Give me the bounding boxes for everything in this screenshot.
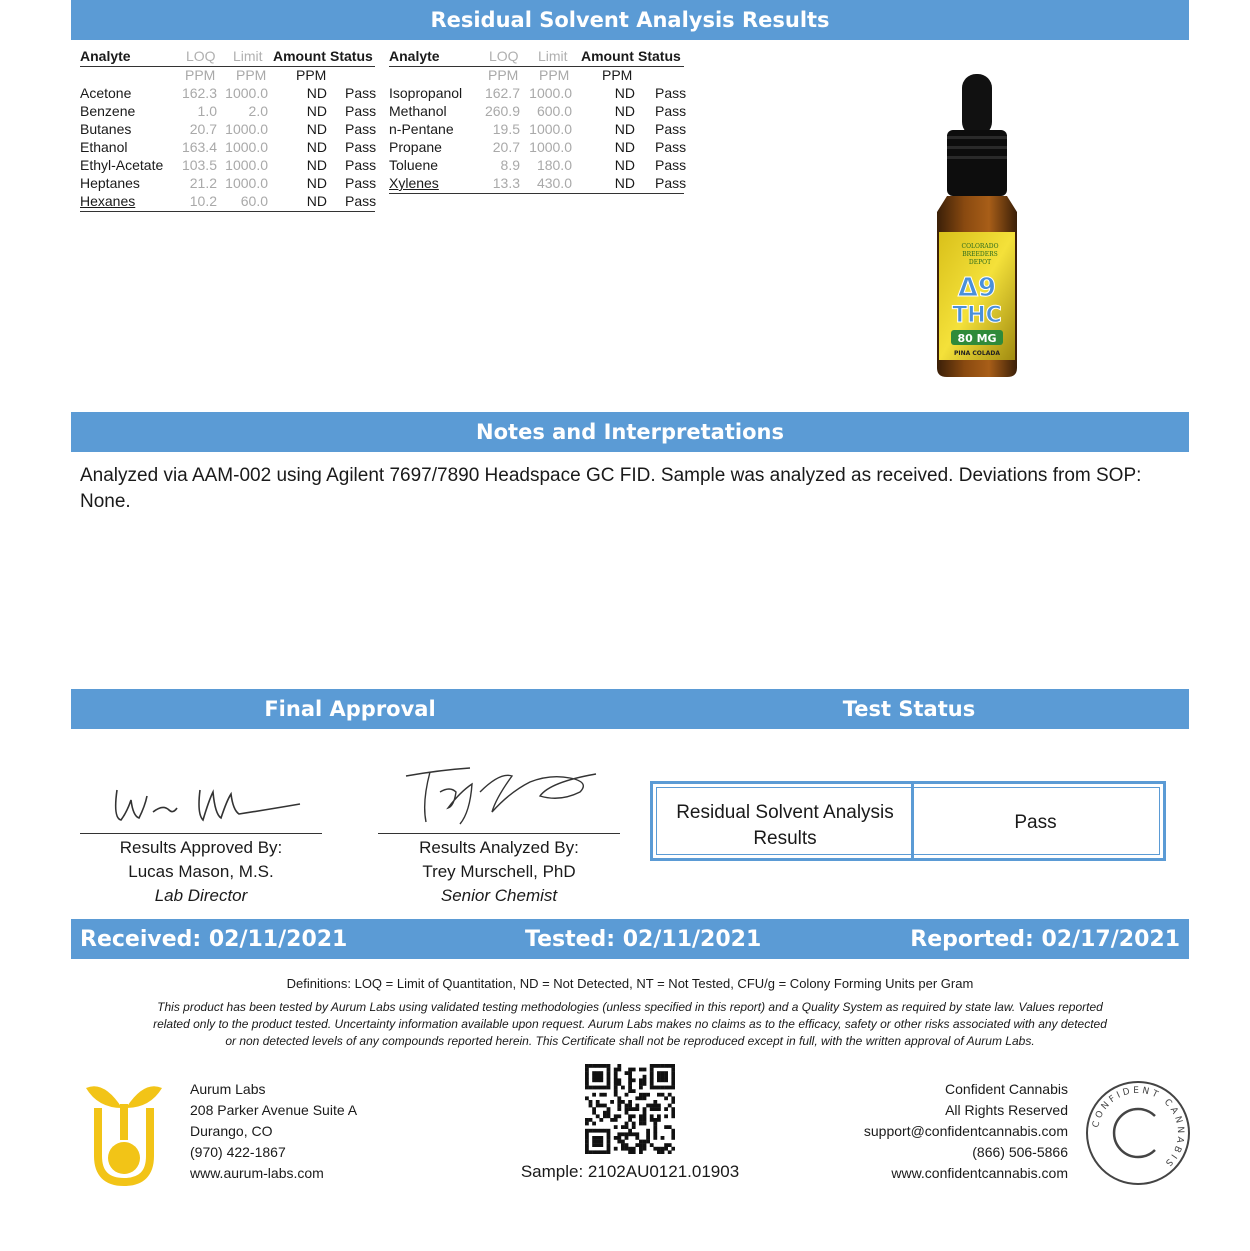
notes-title: Notes and Interpretations: [476, 420, 784, 444]
disclaimer-line: related only to the product tested. Uncertainty information available upon request. Aurum Labs makes no claims as to the efficacy, safety or other risks associated with any detected: [153, 1017, 1107, 1031]
table-row: [80, 157, 375, 175]
analyte-cell: Benzene: [80, 103, 136, 119]
approval-header-bar: [71, 689, 1189, 729]
amount-cell: ND: [614, 121, 635, 137]
unit-limit: PPM: [539, 67, 570, 83]
amount-cell: ND: [614, 103, 635, 119]
analyte-cell: Acetone: [80, 85, 132, 101]
analyst-signature-line: [378, 833, 620, 834]
unit-loq: PPM: [185, 67, 216, 83]
table-row: [389, 157, 687, 175]
approver-role: Lab Director: [154, 886, 248, 905]
amount-cell: ND: [306, 139, 327, 155]
status-cell: Pass: [655, 103, 687, 119]
col-amount: Amount: [581, 48, 634, 64]
analyte-cell: Heptanes: [80, 175, 140, 191]
loq-cell: 20.7: [492, 139, 520, 155]
lab-website[interactable]: www.aurum-labs.com: [190, 1165, 324, 1181]
table-row: [80, 139, 375, 157]
analyte-cell: Methanol: [389, 103, 447, 119]
lab-city: Durango, CO: [190, 1123, 273, 1139]
analyte-cell: Isopropanol: [389, 85, 463, 101]
provider-email[interactable]: support@confidentcannabis.com: [863, 1123, 1068, 1139]
limit-cell: 1000.0: [225, 121, 268, 137]
label-delta9: Δ9: [957, 273, 997, 303]
table-row: [389, 103, 687, 121]
status-cell: Pass: [345, 139, 377, 155]
limit-cell: 1000.0: [225, 157, 268, 173]
lab-address: [190, 1079, 357, 1184]
label-brand-3: DEPOT: [968, 259, 992, 266]
col-loq: LOQ: [186, 48, 216, 64]
aurum-labs-logo: [84, 1078, 164, 1188]
label-thc: THC: [952, 303, 1002, 328]
status-cell: Pass: [655, 157, 687, 173]
col-loq: LOQ: [489, 48, 519, 64]
final-approval-title: Final Approval: [264, 697, 436, 721]
analyte-cell: Butanes: [80, 121, 132, 137]
status-cell: Pass: [345, 157, 377, 173]
label-dose: 80 MG: [957, 332, 997, 345]
limit-cell: 180.0: [536, 157, 572, 173]
analyst-caption: Results Analyzed By:: [419, 838, 579, 857]
provider-rights: All Rights Reserved: [945, 1102, 1068, 1118]
status-cell: Pass: [655, 139, 687, 155]
analyte-cell: n-Pentane: [389, 121, 454, 137]
approver-signature: [105, 770, 305, 830]
provider-name: Confident Cannabis: [945, 1081, 1068, 1097]
amount-cell: ND: [614, 175, 635, 191]
amount-cell: ND: [306, 157, 327, 173]
analyst-block: [378, 836, 620, 908]
loq-cell: 20.7: [189, 121, 217, 137]
units-row: [80, 67, 375, 85]
table-row: [80, 121, 375, 139]
loq-cell: 103.5: [181, 157, 217, 173]
approver-signature-line: [80, 833, 322, 834]
test-name: [659, 800, 911, 852]
amount-cell: ND: [306, 193, 327, 209]
table-header: [389, 48, 684, 67]
limit-cell: 1000.0: [529, 121, 572, 137]
loq-cell: 8.9: [500, 157, 520, 173]
label-flavor: PINA COLADA: [954, 350, 1000, 357]
approver-block: [80, 836, 322, 908]
dropper-cap: [947, 130, 1007, 196]
amount-cell: ND: [614, 139, 635, 155]
test-name-line2: Results: [753, 828, 817, 849]
solvent-header-bar: [71, 0, 1189, 40]
approver-caption: Results Approved By:: [119, 838, 283, 857]
status-cell: Pass: [345, 121, 377, 137]
dates-bar: [71, 919, 1189, 959]
disclaimer-line: This product has been tested by Aurum Labs using validated testing methodologies (unless specified in this report) and a Quality System as required by state law. Values reported: [157, 1000, 1103, 1014]
unit-loq: PPM: [488, 67, 519, 83]
unit-amount: PPM: [602, 67, 633, 83]
product-bottle-image: [925, 72, 1030, 382]
limit-cell: 1000.0: [529, 85, 572, 101]
svg-text:CONFIDENT CANNABIS: CONFIDENT CANNABIS: [1091, 1085, 1186, 1170]
lab-name: Aurum Labs: [190, 1081, 266, 1097]
status-cell: Pass: [345, 175, 377, 191]
reported-date: Reported: 02/17/2021: [910, 927, 1180, 952]
table-row: [80, 103, 375, 121]
notes-header-bar: [71, 412, 1189, 452]
notes-text: Analyzed via AAM-002 using Agilent 7697/7890 Headspace GC FID. Sample was analyzed as received. Deviations from SOP: None.: [80, 465, 1142, 512]
test-status-title: Test Status: [842, 697, 976, 721]
disclaimer-text: [120, 999, 1140, 1050]
provider-website[interactable]: www.confidentcannabis.com: [891, 1165, 1068, 1181]
analyte-cell: Ethanol: [80, 139, 128, 155]
lab-street: 208 Parker Avenue Suite A: [190, 1102, 358, 1118]
tested-date: Tested: 02/11/2021: [525, 927, 762, 952]
label-brand: COLORADO: [961, 243, 999, 250]
col-limit: Limit: [233, 48, 263, 64]
analyte-cell: Ethyl-Acetate: [80, 157, 164, 173]
limit-cell: 1000.0: [529, 139, 572, 155]
table-row: [389, 121, 687, 139]
sample-qr-code[interactable]: [585, 1064, 675, 1154]
lab-phone: (970) 422-1867: [190, 1144, 286, 1160]
disclaimer-line: or non detected levels of any compounds reported herein. This Certificate shall not be reproduced except in full, with the written approval of Aurum Labs.: [225, 1034, 1035, 1048]
status-cell: Pass: [655, 175, 687, 191]
limit-cell: 600.0: [536, 103, 572, 119]
status-cell: Pass: [345, 85, 377, 101]
col-status: Status: [638, 48, 681, 64]
units-row: [389, 67, 684, 85]
solvent-table-right: [389, 48, 687, 194]
solvent-table-left: [80, 48, 375, 212]
analyst-signature: [400, 762, 600, 832]
loq-cell: 1.0: [197, 103, 217, 119]
analyte-cell: Propane: [389, 139, 442, 155]
dropper-bulb: [962, 74, 992, 136]
amount-cell: ND: [306, 121, 327, 137]
analyte-cell: Hexanes: [80, 193, 136, 209]
amount-cell: ND: [614, 85, 635, 101]
analyte-cell: Toluene: [389, 157, 439, 173]
test-result: Pass: [1014, 812, 1057, 833]
definitions-text: Definitions: LOQ = Limit of Quantitation, ND = Not Detected, NT = Not Tested, CFU/g = Colony Forming Units per Gram: [286, 976, 974, 991]
received-date: Received: 02/11/2021: [80, 927, 348, 952]
col-analyte: Analyte: [389, 48, 440, 64]
amount-cell: ND: [306, 85, 327, 101]
status-cell: Pass: [345, 103, 377, 119]
loq-cell: 19.5: [492, 121, 520, 137]
confident-cannabis-seal: [1085, 1080, 1191, 1186]
sample-id: Sample: 2102AU0121.01903: [520, 1162, 740, 1181]
loq-cell: 21.2: [189, 175, 217, 191]
col-status: Status: [330, 48, 373, 64]
limit-cell: 60.0: [240, 193, 268, 209]
table-row: [80, 175, 375, 193]
limit-cell: 1000.0: [225, 175, 268, 191]
amount-cell: ND: [306, 103, 327, 119]
amount-cell: ND: [306, 175, 327, 191]
analyst-role: Senior Chemist: [440, 886, 558, 905]
table-header: [80, 48, 375, 67]
unit-amount: PPM: [296, 67, 327, 83]
col-limit: Limit: [538, 48, 568, 64]
table-row: [389, 85, 687, 103]
label-brand-2: BREEDERS: [962, 251, 998, 258]
provider-phone: (866) 506-5866: [972, 1144, 1068, 1160]
status-cell: Pass: [655, 121, 687, 137]
loq-cell: 10.2: [189, 193, 217, 209]
analyst-name: Trey Murschell, PhD: [422, 862, 576, 881]
loq-cell: 260.9: [484, 103, 520, 119]
table-row: [389, 175, 687, 194]
col-analyte: Analyte: [80, 48, 131, 64]
provider-address: [864, 1079, 1068, 1184]
limit-cell: 2.0: [248, 103, 268, 119]
limit-cell: 430.0: [536, 175, 572, 191]
test-name-line1: Residual Solvent Analysis: [676, 802, 894, 823]
unit-limit: PPM: [236, 67, 267, 83]
approver-name: Lucas Mason, M.S.: [128, 862, 274, 881]
table-row: [389, 139, 687, 157]
loq-cell: 163.4: [181, 139, 217, 155]
solvent-section-title: Residual Solvent Analysis Results: [430, 8, 830, 32]
table-row: [80, 193, 375, 212]
loq-cell: 162.7: [484, 85, 520, 101]
status-cell: Pass: [655, 85, 687, 101]
table-row: [80, 85, 375, 103]
analyte-cell: Xylenes: [389, 175, 439, 191]
status-cell: Pass: [345, 193, 377, 209]
loq-cell: 13.3: [492, 175, 520, 191]
limit-cell: 1000.0: [225, 85, 268, 101]
loq-cell: 162.3: [181, 85, 217, 101]
test-status-box: [650, 781, 1166, 861]
limit-cell: 1000.0: [225, 139, 268, 155]
col-amount: Amount: [273, 48, 326, 64]
amount-cell: ND: [614, 157, 635, 173]
